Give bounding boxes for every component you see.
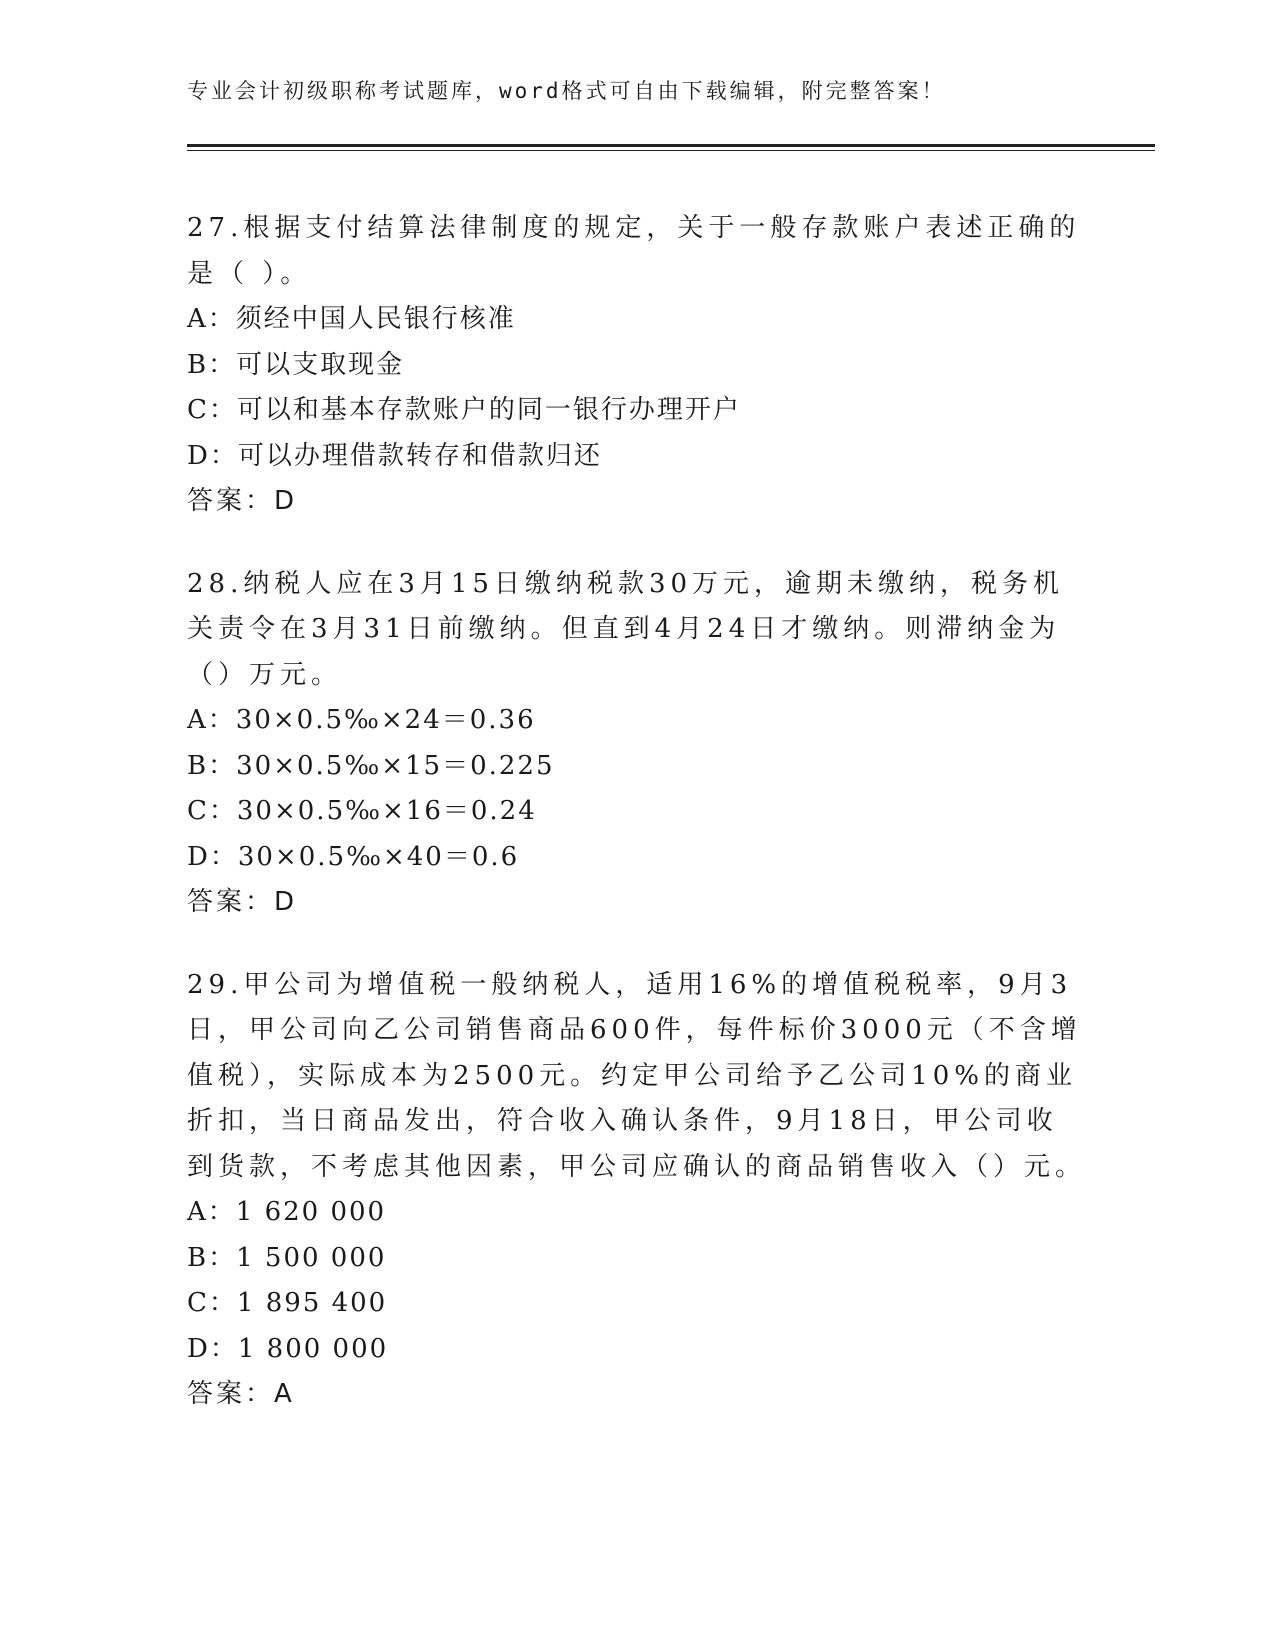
option-b: B：可以支取现金 — [187, 349, 405, 380]
option-b: B：30×0.5‰×15＝0.225 — [187, 750, 555, 781]
option-a: A：1 620 000 — [187, 1197, 387, 1227]
option-a: A：30×0.5‰×24＝0.36 — [187, 705, 536, 735]
header-divider — [187, 144, 1155, 151]
option-c: C：1 895 400 — [187, 1288, 388, 1318]
option-c: C：可以和基本存款账户的同一银行办理开户 — [187, 395, 741, 425]
question-27 — [187, 206, 1087, 525]
option-d: D：1 800 000 — [187, 1333, 389, 1364]
question-stem: 28.纳税人应在3月15日缴纳税款30万元，逾期未缴纳，税务机关责令在3月31日前缴纳。但直到4月24日才缴纳。则滞纳金为（）万元。 — [187, 568, 1065, 690]
question-stem: 29.甲公司为增值税一般纳税人，适用16%的增值税税率，9月3日，甲公司向乙公司销售商品600件，每件标价3000元（不含增值税），实际成本为2500元。约定甲公司给予乙公司10%的商业折扣，当日商品发出，符合收入确认条件，9月18日，甲公司收到货款，不考虑其他因素，甲公司应确认的商品销售收入（）元。 — [187, 969, 1087, 1182]
option-b: B：1 500 000 — [187, 1242, 387, 1273]
question-29 — [187, 963, 1087, 1418]
question-stem: 27.根据支付结算法律制度的规定，关于一般存款账户表述正确的是（ ）。 — [187, 213, 1081, 289]
question-28 — [187, 562, 1087, 926]
option-d: D：30×0.5‰×40＝0.6 — [187, 841, 520, 872]
option-c: C：30×0.5‰×16＝0.24 — [187, 796, 537, 826]
option-d: D：可以办理借款转存和借款归还 — [187, 440, 602, 471]
answer-line: 答案：D — [187, 887, 298, 917]
question-list — [187, 206, 1087, 1455]
answer-line: 答案：D — [187, 486, 298, 516]
page-header-text: 专业会计初级职称考试题库，word格式可自由下载编辑，附完整答案！ — [187, 79, 946, 103]
option-a: A：须经中国人民银行核准 — [187, 304, 516, 334]
answer-line: 答案：A — [187, 1379, 295, 1409]
